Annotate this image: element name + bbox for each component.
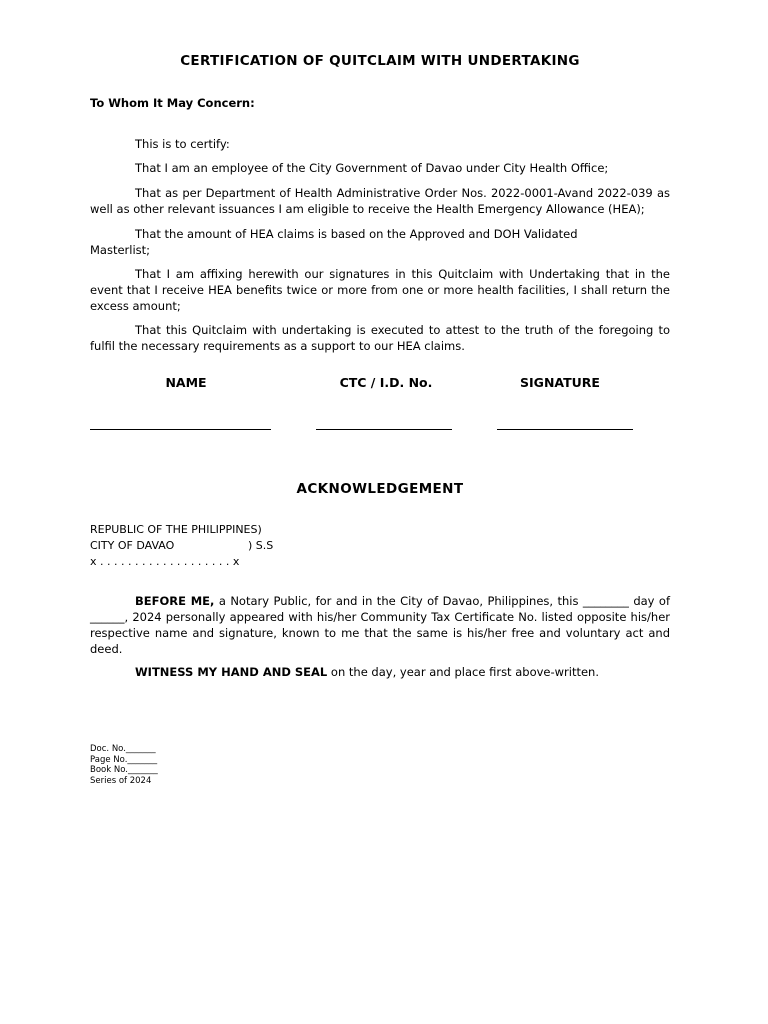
name-signature-line [90,429,271,430]
ctc-signature-line [316,429,452,430]
doc-no: Doc. No._______ [90,744,156,754]
venue-ss: ) S.S [248,539,274,552]
paragraph-employee-text: That I am an employee of the City Government of Davao under City Health Office; [135,161,609,175]
paragraph-attest [90,322,670,354]
paragraph-certify [90,136,670,152]
document-title: CERTIFICATION OF QUITCLAIM WITH UNDERTAKING [180,53,580,69]
paragraph-hea-claims-line1: That the amount of HEA claims is based on the Approved and DOH Validated [135,227,578,241]
paragraph-affixing [90,266,670,314]
column-header-name: NAME [165,375,207,390]
paragraph-certify-text: This is to certify: [135,137,230,151]
venue-separator: x . . . . . . . . . . . . . . . . . . . x [90,555,240,568]
paragraph-before-me [90,593,670,657]
before-me-text: a Notary Public, for and in the City of Davao, Philippines, this ________ day of ______, 2024 personally appeared with his/her Community Tax Certificate No. listed opposite his/her respective name and signature, known to me that the same is his/her free and voluntary act and deed. [90,594,671,656]
paragraph-employee [90,160,670,176]
column-header-signature: SIGNATURE [520,375,600,390]
acknowledgement-title: ACKNOWLEDGEMENT [296,481,464,497]
signature-line [497,429,633,430]
paragraph-affixing-text: That I am affixing herewith our signatures in this Quitclaim with Undertaking that in the event that I receive HEA benefits twice or more from one or more health facilities, I shall return the excess amount; [90,267,670,313]
series: Series of 2024 [90,775,152,786]
page-no: Page No._______ [90,754,158,765]
column-header-ctc: CTC / I.D. No. [339,375,433,390]
paragraph-hea-claims [90,226,670,258]
paragraph-witness [90,664,670,680]
before-me-bold: BEFORE ME, [135,594,215,608]
paragraph-eligibility [90,185,670,217]
paragraph-hea-claims-line2: Masterlist; [90,243,151,257]
venue-republic: REPUBLIC OF THE PHILIPPINES) [90,523,262,536]
paragraph-attest-text: That this Quitclaim with undertaking is executed to attest to the truth of the foregoing to fulfil the necessary requirements as a support to our HEA claims. [90,323,670,353]
venue-city: CITY OF DAVAO [90,539,175,552]
salutation: To Whom It May Concern: [90,96,255,110]
witness-text: on the day, year and place first above-written. [327,665,599,679]
paragraph-eligibility-text: That as per Department of Health Administrative Order Nos. 2022-0001-Avand 2022-039 as well as other relevant issuances I am eligible to receive the Health Emergency Allowance (HEA); [90,186,670,216]
book-no: Book No._______ [90,765,158,775]
witness-bold: WITNESS MY HAND AND SEAL [135,665,328,679]
